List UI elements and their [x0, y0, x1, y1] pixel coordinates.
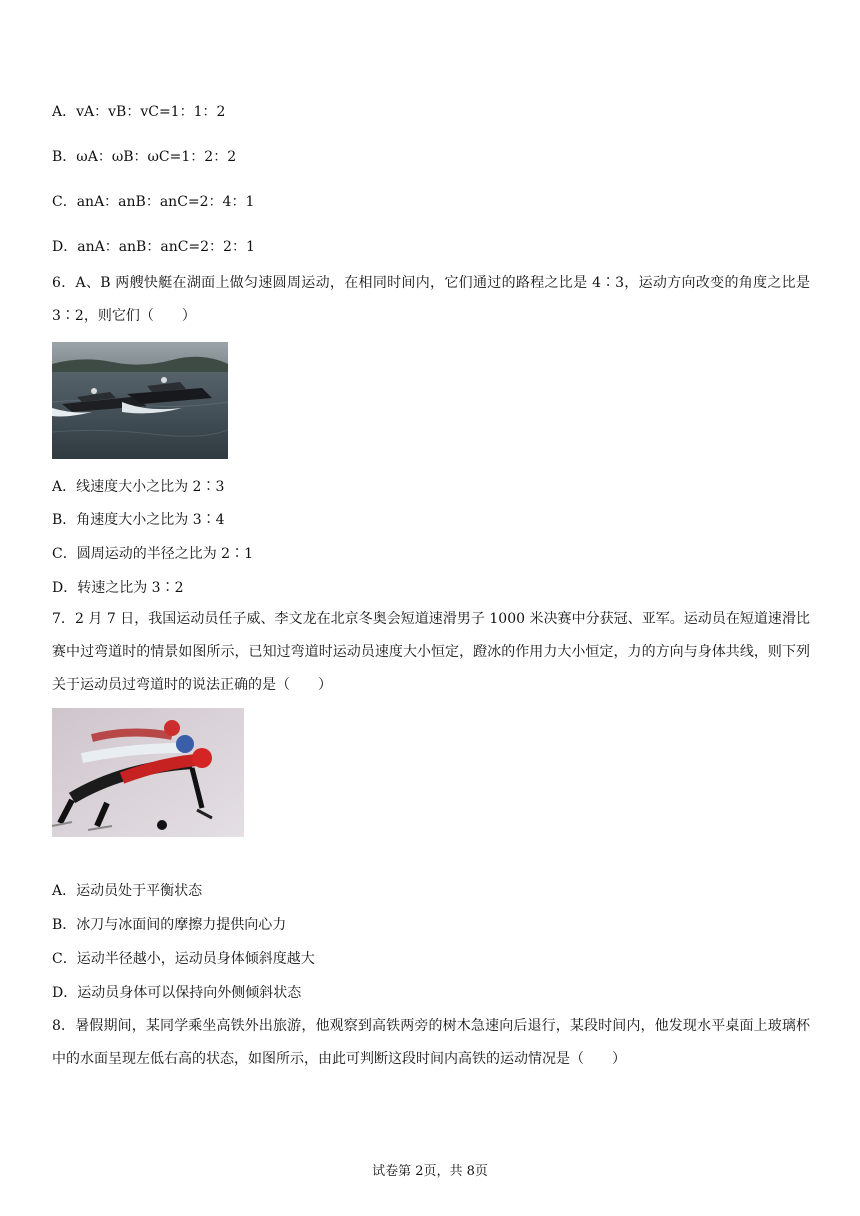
q6-option-b: B．角速度大小之比为 3∶4	[52, 512, 225, 528]
speedboats-photo	[52, 342, 228, 459]
q5-option-c: C．anA：anB：anC=2：4：1	[52, 194, 255, 210]
q7-stem: 7．2 月 7 日，我国运动员任子威、李文龙在北京冬奥会短道速滑男子 1000 米决赛中分获冠、亚军。运动员在短道速滑比赛中过弯道时的情景如图所示，已知过弯道时运动员速度大小恒定，蹬冰的作用力大小恒定，力的方向与身体共线，则下列关于运动员过弯道时的说法正确的是（ ）	[52, 611, 810, 693]
q7-option-d: D．运动员身体可以保持向外侧倾斜状态	[52, 985, 302, 1001]
q5-option-b: B．ωA：ωB：ωC=1：2：2	[52, 149, 237, 165]
q6-stem: 6．A、B 两艘快艇在湖面上做匀速圆周运动，在相同时间内，它们通过的路程之比是 4∶3，运动方向改变的角度之比是 3∶2，则它们（ ）	[52, 275, 810, 324]
q6-option-a: A．线速度大小之比为 2∶3	[52, 479, 225, 495]
q7-option-b: B．冰刀与冰面间的摩擦力提供向心力	[52, 917, 287, 933]
q5-option-a: A．vA：vB：vC=1：1：2	[52, 104, 226, 120]
q7-option-a: A．运动员处于平衡状态	[52, 883, 203, 899]
page-footer: 试卷第 2页，共 8页	[372, 1164, 488, 1179]
q7-option-c: C．运动半径越小，运动员身体倾斜度越大	[52, 951, 315, 967]
q6-option-c: C．圆周运动的半径之比为 2∶1	[52, 546, 253, 562]
q8-stem: 8．暑假期间，某同学乘坐高铁外出旅游，他观察到高铁两旁的树木急速向后退行，某段时间内，他发现水平桌面上玻璃杯中的水面呈现左低右高的状态，如图所示，由此可判断这段时间内高铁的运动情况是（ ）	[52, 1018, 810, 1067]
q6-option-d: D．转速之比为 3∶2	[52, 580, 184, 596]
q5-option-d: D．anA：anB：anC=2：2：1	[52, 239, 255, 255]
speed-skaters-photo	[52, 708, 244, 837]
